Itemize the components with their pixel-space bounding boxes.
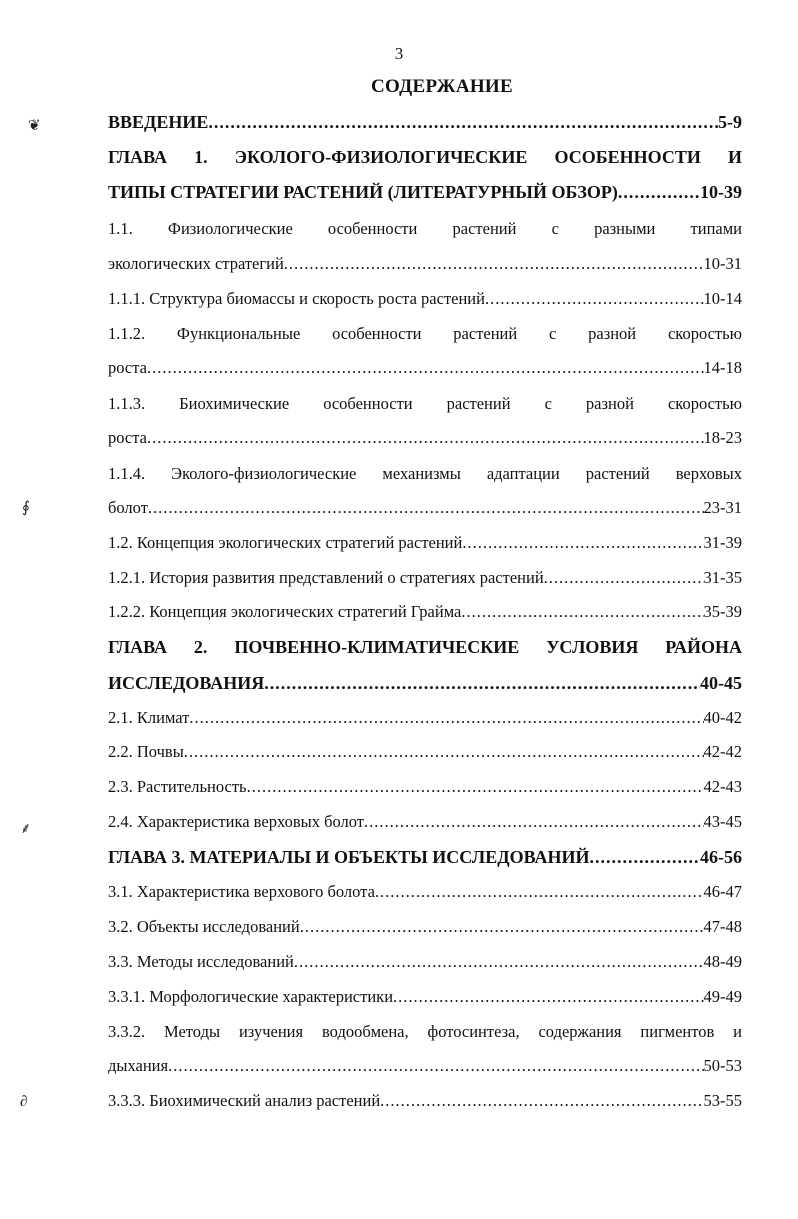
scan-artifact-mark: ∂ (20, 1094, 28, 1110)
leader-dots (208, 112, 718, 132)
toc-entry-1-1-line-1 (108, 219, 742, 239)
scan-artifact-mark: ⸙ (20, 821, 32, 837)
toc-entry-chapter-2-line-1 (108, 637, 742, 657)
toc-entry-title: ГЛАВА 2. ПОЧВЕННО-КЛИМАТИЧЕСКИЕ УСЛОВИЯ РАЙОНА (108, 637, 742, 657)
toc-entry-introduction (108, 112, 742, 132)
toc-entry-pages: 46-47 (703, 882, 742, 901)
toc-entry-title: 3.3.3. Биохимический анализ растений (108, 1091, 381, 1110)
toc-entry-title: 1.1.1. Структура биомассы и скорость роста растений (108, 289, 485, 308)
toc-entry-1-1-3-line-2 (108, 428, 742, 448)
toc-title: СОДЕРЖАНИЕ (371, 76, 513, 97)
toc-entry-chapter-2-line-2 (108, 673, 742, 693)
toc-entry-pages: 40-45 (700, 673, 742, 693)
leader-dots (147, 358, 704, 378)
toc-entry-title: 1.1.2. Функциональные особенности растений с разной скоростью (108, 324, 742, 343)
leader-dots (284, 254, 704, 274)
toc-entry-title: 2.3. Растительность (108, 777, 247, 796)
toc-entry-1-1-4-line-2 (108, 498, 742, 518)
toc-entry-1-1-1 (108, 289, 742, 309)
toc-entry-title: болот (108, 498, 148, 517)
toc-entry-pages: 18-23 (703, 428, 742, 447)
toc-entry-pages: 47-48 (703, 917, 742, 936)
toc-entry-title: 1.1. Физиологические особенности растений с разными типами (108, 219, 742, 238)
toc-entry-pages: 23-31 (703, 498, 742, 517)
leader-dots (264, 673, 700, 693)
leader-dots (294, 952, 704, 972)
toc-entry-pages: 40-42 (703, 708, 742, 727)
toc-entry-title: 1.2.2. Концепция экологических стратегий Грайма (108, 602, 462, 621)
scan-artifact-mark: ❦ (28, 118, 41, 134)
toc-entry-pages: 48-49 (703, 952, 742, 971)
toc-entry-1-1-3-line-1 (108, 394, 742, 414)
toc-entry-2-2 (108, 742, 742, 762)
toc-entry-title: 3.3. Методы исследований (108, 952, 294, 971)
leader-dots (380, 1091, 703, 1111)
toc-entry-1-2 (108, 533, 742, 553)
toc-entry-chapter-1-line-1 (108, 147, 742, 167)
page-number: 3 (394, 44, 404, 63)
toc-entry-title: 3.3.1. Морфологические характеристики (108, 987, 394, 1006)
leader-dots (147, 428, 704, 448)
toc-entry-title: 3.2. Объекты исследований (108, 917, 300, 936)
toc-entry-3-3-2-line-2 (108, 1056, 742, 1076)
leader-dots (364, 812, 704, 832)
toc-entry-3-1 (108, 882, 742, 902)
toc-entry-pages: 10-14 (703, 289, 742, 308)
toc-entry-2-1 (108, 708, 742, 728)
scan-artifact-mark: ∮ (22, 500, 30, 516)
toc-entry-title: ГЛАВА 1. ЭКОЛОГО-ФИЗИОЛОГИЧЕСКИЕ ОСОБЕННОСТИ И (108, 147, 742, 167)
toc-entry-pages: 53-55 (703, 1091, 742, 1110)
leader-dots (375, 882, 704, 902)
toc-entry-title: 3.1. Характеристика верхового болота (108, 882, 375, 901)
toc-entry-pages: 5-9 (718, 112, 742, 132)
toc-entry-pages: 42-42 (703, 742, 742, 761)
toc-entry-pages: 10-31 (703, 254, 742, 273)
toc-entry-title: 1.2. Концепция экологических стратегий растений (108, 533, 463, 552)
toc-entry-title: 3.3.2. Методы изучения водообмена, фотосинтеза, содержания пигментов и (108, 1022, 742, 1041)
leader-dots (393, 987, 703, 1007)
toc-entry-title: 2.1. Климат (108, 708, 190, 727)
toc-entry-title: ВВЕДЕНИЕ (108, 112, 209, 132)
leader-dots (247, 777, 704, 797)
toc-entry-pages: 35-39 (703, 602, 742, 621)
leader-dots (462, 533, 703, 553)
toc-entry-1-2-2 (108, 602, 742, 622)
toc-entry-title: 2.4. Характеристика верховых болот (108, 812, 364, 831)
toc-entry-3-3-2-line-1 (108, 1022, 742, 1042)
toc-entry-2-4 (108, 812, 742, 832)
leader-dots (618, 182, 700, 202)
toc-entry-title: дыхания (108, 1056, 169, 1075)
toc-entry-chapter-1-line-2 (108, 182, 742, 202)
toc-entry-title: роста (108, 358, 147, 377)
toc-entry-pages: 31-35 (703, 568, 742, 587)
toc-entry-pages: 31-39 (703, 533, 742, 552)
leader-dots (148, 498, 704, 518)
toc-entry-title: ГЛАВА 3. МАТЕРИАЛЫ И ОБЪЕКТЫ ИССЛЕДОВАНИЙ (108, 847, 590, 867)
toc-entry-title: 1.1.3. Биохимические особенности растений с разной скоростью (108, 394, 742, 413)
toc-entry-title: экологических стратегий (108, 254, 284, 273)
toc-entry-title: 1.1.4. Эколого-физиологические механизмы адаптации растений верховых (108, 464, 742, 483)
leader-dots (189, 708, 703, 728)
leader-dots (461, 602, 703, 622)
toc-entry-title: 2.2. Почвы (108, 742, 184, 761)
leader-dots (300, 917, 704, 937)
toc-entry-1-2-1 (108, 568, 742, 588)
leader-dots (168, 1056, 703, 1076)
toc-entry-3-3-3 (108, 1091, 742, 1111)
toc-entry-pages: 42-43 (703, 777, 742, 796)
toc-entry-2-3 (108, 777, 742, 797)
leader-dots (485, 289, 704, 309)
leader-dots (589, 847, 700, 867)
toc-entry-3-3 (108, 952, 742, 972)
toc-entry-pages: 10-39 (700, 182, 742, 202)
toc-entry-title: ИССЛЕДОВАНИЯ (108, 673, 265, 693)
toc-entry-1-1-line-2 (108, 254, 742, 274)
toc-entry-title: роста (108, 428, 147, 447)
toc-entry-3-2 (108, 917, 742, 937)
toc-entry-1-1-2-line-2 (108, 358, 742, 378)
toc-entry-pages: 49-49 (703, 987, 742, 1006)
leader-dots (544, 568, 704, 588)
toc-entry-chapter-3 (108, 847, 742, 867)
toc-entry-3-3-1 (108, 987, 742, 1007)
toc-entry-pages: 43-45 (703, 812, 742, 831)
toc-entry-title: ТИПЫ СТРАТЕГИИ РАСТЕНИЙ (ЛИТЕРАТУРНЫЙ ОБЗОР) (108, 182, 618, 202)
toc-entry-title: 1.2.1. История развития представлений о стратегиях растений (108, 568, 544, 587)
toc-entry-pages: 14-18 (703, 358, 742, 377)
leader-dots (184, 742, 704, 762)
toc-entry-pages: 46-56 (700, 847, 742, 867)
toc-entry-1-1-4-line-1 (108, 464, 742, 484)
toc-entry-1-1-2-line-1 (108, 324, 742, 344)
toc-entry-pages: 50-53 (703, 1056, 742, 1075)
